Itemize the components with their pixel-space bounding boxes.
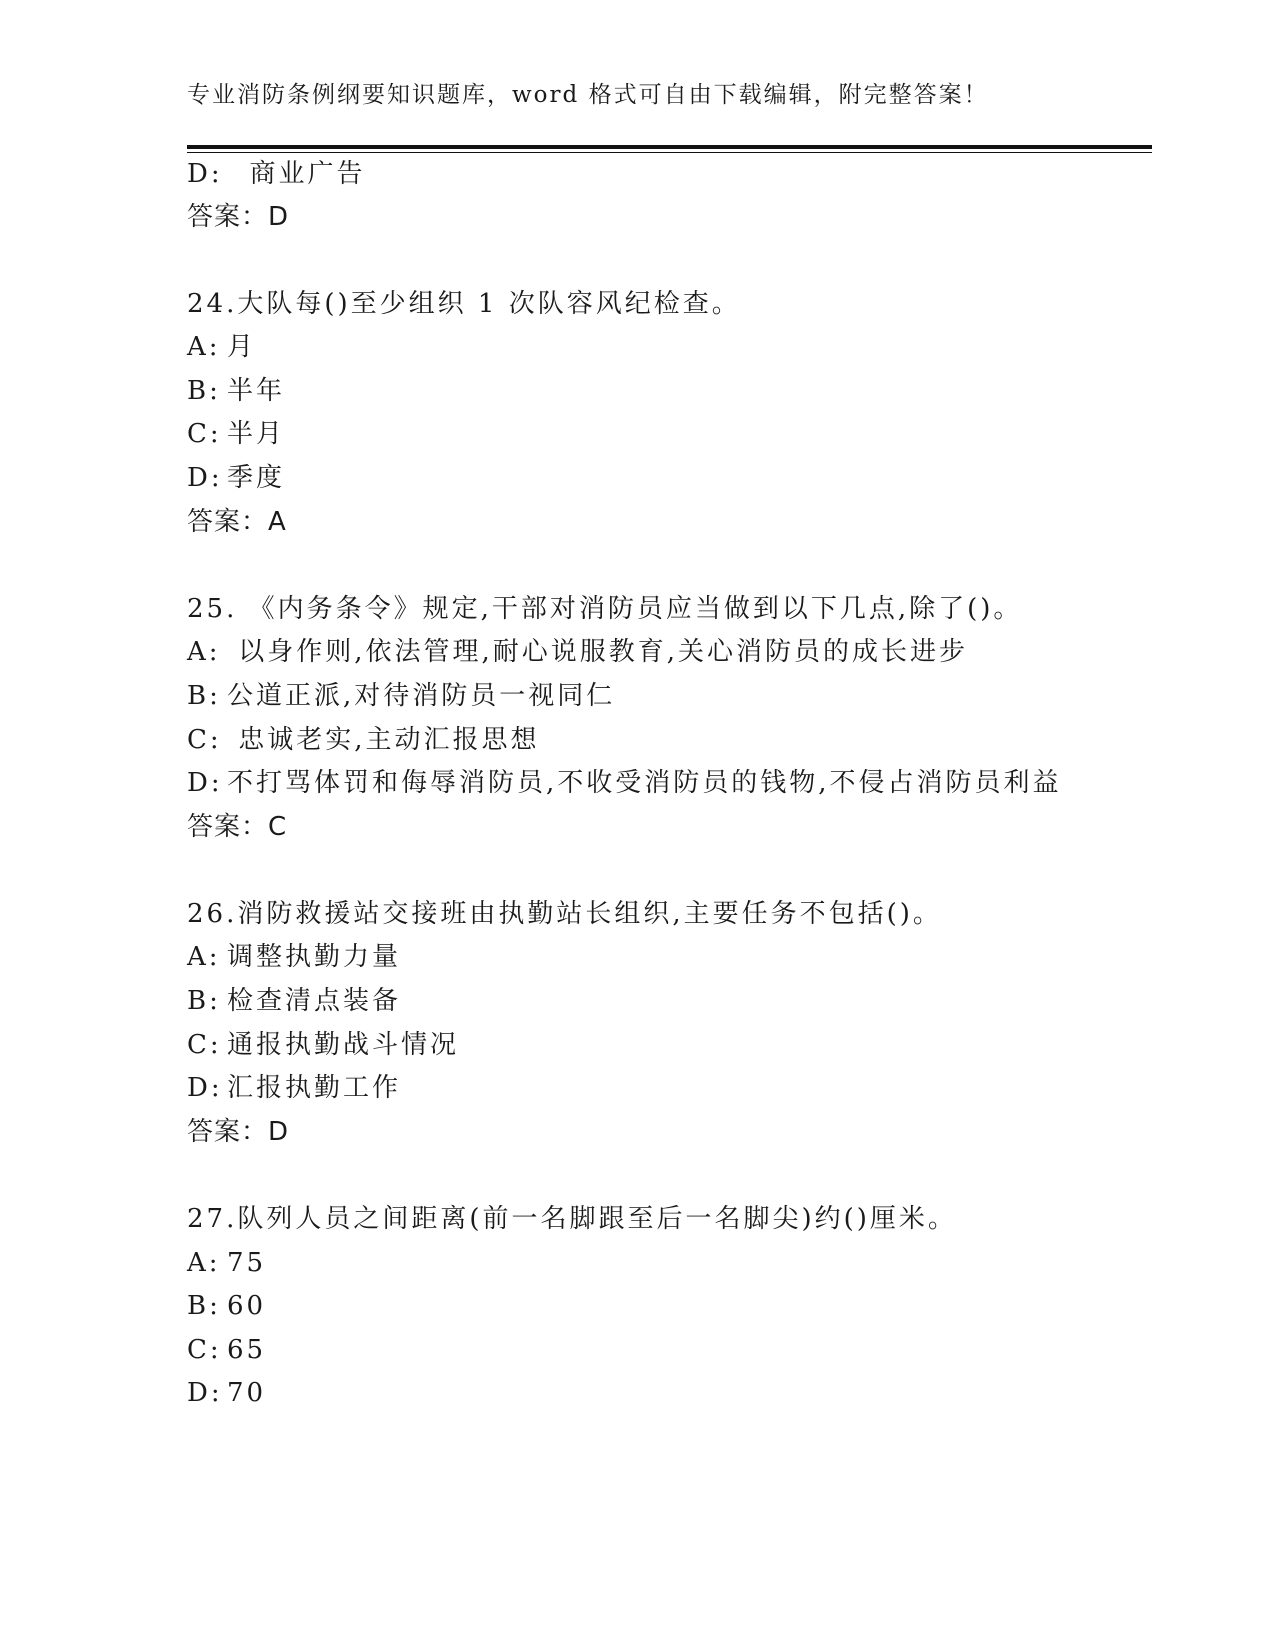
answer-line: 答案：D xyxy=(187,1117,290,1147)
header-rule-thick xyxy=(187,145,1152,149)
option-letter: A: xyxy=(187,637,221,667)
option-text: 忠诚老实,主动汇报思想 xyxy=(227,725,540,755)
option-text: 季度 xyxy=(227,463,286,493)
option-text: 公道正派,对待消防员一视同仁 xyxy=(227,681,616,711)
option-text: 半年 xyxy=(227,376,286,406)
option-a xyxy=(187,331,256,363)
option-c xyxy=(187,724,540,756)
option-text: 通报执勤战斗情况 xyxy=(227,1030,460,1060)
option-c xyxy=(187,1029,459,1061)
option-letter: D: xyxy=(187,768,223,798)
option-b xyxy=(187,1290,266,1322)
option-letter: C: xyxy=(187,419,222,449)
answer-line: 答案：C xyxy=(187,812,288,842)
option-text: 商业广告 xyxy=(227,159,366,189)
option-b xyxy=(187,375,285,407)
header-rule-thin xyxy=(187,152,1152,153)
option-letter: D: xyxy=(187,1073,223,1103)
option-text: 调整执勤力量 xyxy=(227,942,402,972)
option-letter: D: xyxy=(187,463,223,493)
option-letter: A: xyxy=(187,942,221,972)
option-letter: C: xyxy=(187,1335,222,1365)
option-letter: A: xyxy=(187,332,221,362)
option-letter: C: xyxy=(187,1030,222,1060)
option-letter: D: xyxy=(187,159,223,189)
option-letter: B: xyxy=(187,1291,221,1321)
page-header: 专业消防条例纲要知识题库，word 格式可自由下载编辑，附完整答案！ xyxy=(187,82,989,108)
option-letter: C: xyxy=(187,725,222,755)
option-text: 半月 xyxy=(227,419,286,449)
option-a xyxy=(187,636,968,668)
option-d xyxy=(187,462,285,494)
option-b xyxy=(187,985,401,1017)
question-stem: 26.消防救援站交接班由执勤站长组织,主要任务不包括()。 xyxy=(187,899,942,929)
option-letter: D: xyxy=(187,1378,223,1408)
option-a xyxy=(187,1247,266,1279)
option-d xyxy=(187,158,366,190)
option-letter: B: xyxy=(187,681,221,711)
option-text: 汇报执勤工作 xyxy=(227,1073,402,1103)
option-a xyxy=(187,941,401,973)
option-letter: B: xyxy=(187,986,221,1016)
option-d xyxy=(187,1072,401,1104)
option-text: 检查清点装备 xyxy=(227,986,402,1016)
option-text: 月 xyxy=(227,332,257,362)
option-d xyxy=(187,1377,266,1409)
option-text: 60 xyxy=(227,1291,267,1321)
answer-line: 答案：D xyxy=(187,202,290,232)
answer-line: 答案：A xyxy=(187,507,287,537)
option-c xyxy=(187,418,285,450)
option-text: 75 xyxy=(227,1248,267,1278)
question-stem: 27.队列人员之间距离(前一名脚跟至后一名脚尖)约()厘米。 xyxy=(187,1204,957,1234)
option-text: 65 xyxy=(227,1335,267,1365)
option-d xyxy=(187,767,1062,799)
option-letter: B: xyxy=(187,376,221,406)
option-text: 以身作则,依法管理,耐心说服教育,关心消防员的成长进步 xyxy=(227,637,969,667)
option-text: 70 xyxy=(227,1378,267,1408)
option-b xyxy=(187,680,615,712)
option-text: 不打骂体罚和侮辱消防员,不收受消防员的钱物,不侵占消防员利益 xyxy=(227,768,1062,798)
question-stem: 24.大队每()至少组织 1 次队容风纪检查。 xyxy=(187,289,741,319)
option-c xyxy=(187,1334,266,1366)
question-stem: 25. 《内务条令》规定,干部对消防员应当做到以下几点,除了()。 xyxy=(187,594,1023,624)
option-letter: A: xyxy=(187,1248,221,1278)
